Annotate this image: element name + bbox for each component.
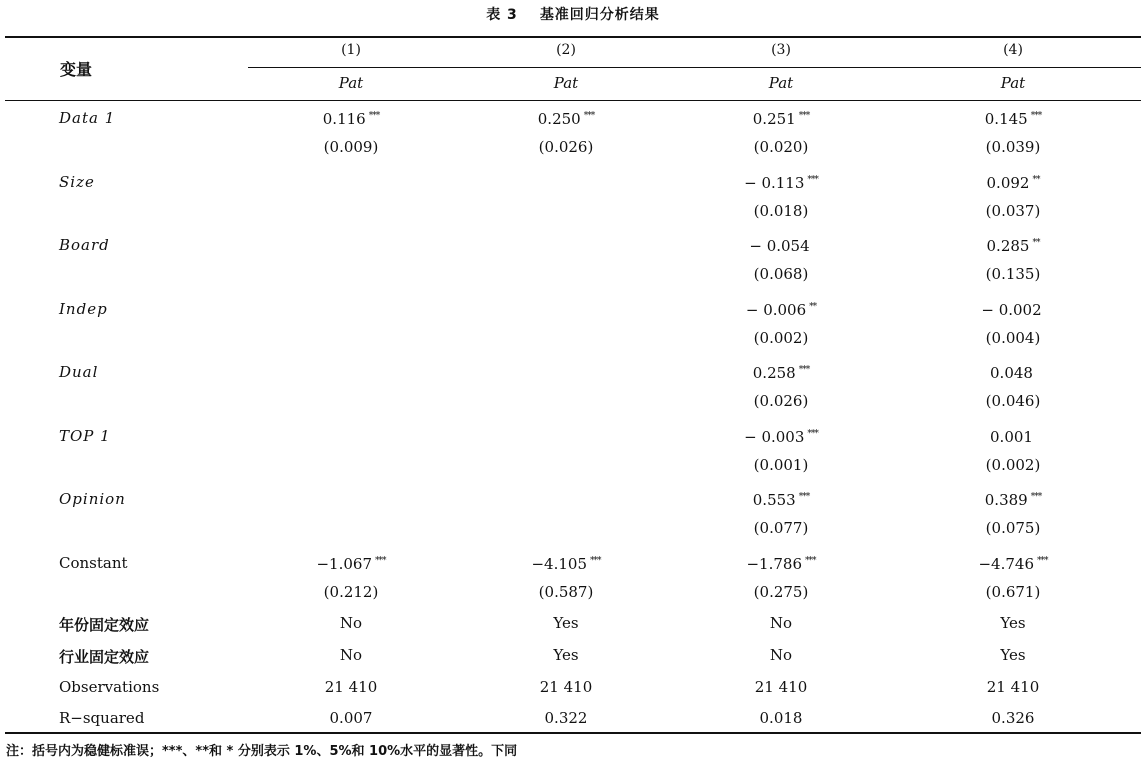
- column-number-4: (4): [1003, 42, 1023, 58]
- standard-error-cell: (0.671): [985, 582, 1041, 601]
- variable-name: Size: [59, 172, 95, 191]
- standard-error-cell: (0.275): [753, 582, 809, 601]
- coefficient-value: − 0.002: [981, 300, 1042, 319]
- r-squared-row-value: 0.018: [759, 709, 803, 727]
- year-fixed-effect-row-label: 年份固定效应: [59, 616, 150, 634]
- year-fixed-effect-row-value: Yes: [1000, 614, 1026, 632]
- significance-stars: ***: [798, 365, 810, 375]
- coefficient-value: −4.105: [531, 554, 587, 573]
- standard-error-cell: (0.037): [985, 201, 1041, 220]
- significance-stars: ***: [1037, 555, 1048, 566]
- coefficient-value: −1.786: [746, 554, 802, 573]
- industry-fixed-effect-row-value: Yes: [553, 646, 579, 664]
- table-footnote: 注：括号内为稳健标准误；***、**和 * 分别表示 1%、5%和 10%水平的显著性。下同: [6, 744, 518, 759]
- table-caption: [0, 4, 1146, 24]
- variable-name: Constant: [59, 553, 128, 572]
- table-number: 表 3: [486, 7, 518, 23]
- coefficient-value: − 0.054: [749, 237, 810, 255]
- coefficient-cell: [271, 425, 431, 446]
- significance-stars: ***: [807, 428, 818, 439]
- dependent-variable-2: Pat: [553, 74, 579, 92]
- standard-error-cell: (0.046): [985, 392, 1041, 410]
- significance-stars: ***: [798, 492, 810, 502]
- variable-column-header: 变量: [60, 60, 93, 79]
- coefficient-cell: [271, 298, 431, 319]
- standard-error-cell: (0.002): [753, 328, 809, 347]
- variable-name: Dual: [59, 363, 99, 381]
- bottom-rule: [5, 732, 1141, 734]
- standard-error-cell: (0.039): [985, 138, 1041, 156]
- coefficient-value: 0.116: [322, 110, 366, 128]
- header-rule: [5, 100, 1141, 101]
- coefficient-value: − 0.003: [744, 427, 805, 446]
- year-fixed-effect-row-value: No: [339, 614, 363, 632]
- industry-fixed-effect-row-value: No: [769, 646, 793, 664]
- standard-error-cell: (0.212): [323, 582, 379, 601]
- variable-name: Board: [59, 236, 110, 254]
- significance-stars: **: [1032, 238, 1040, 248]
- standard-error-cell: (0.587): [538, 582, 594, 601]
- industry-fixed-effect-row-value: No: [339, 646, 363, 664]
- coefficient-cell: [701, 488, 861, 509]
- coefficient-cell: [933, 234, 1093, 255]
- coefficient-cell: [486, 552, 646, 573]
- coefficient-value: − 0.006: [745, 300, 807, 319]
- coefficient-value: 0.553: [752, 491, 796, 509]
- significance-stars: ***: [583, 111, 595, 121]
- coefficient-value: −4.746: [978, 554, 1034, 573]
- variable-name: Indep: [59, 299, 108, 318]
- coefficient-value: 0.251: [752, 110, 796, 128]
- coefficient-cell: [701, 234, 861, 255]
- significance-stars: **: [1032, 174, 1040, 185]
- significance-stars: ***: [375, 555, 386, 566]
- standard-error-cell: (0.002): [985, 455, 1041, 474]
- variable-name: TOP 1: [59, 426, 111, 445]
- coefficient-value: 0.389: [984, 491, 1028, 509]
- coefficient-cell: [486, 234, 646, 255]
- dependent-variable-4: Pat: [1000, 74, 1026, 92]
- significance-stars: ***: [807, 174, 818, 185]
- coefficient-value: −1.067: [316, 554, 372, 573]
- coefficient-cell: [933, 298, 1093, 319]
- coefficient-cell: [486, 425, 646, 446]
- industry-fixed-effect-row-value: Yes: [1000, 646, 1026, 664]
- standard-error-cell: (0.026): [753, 392, 809, 410]
- coefficient-cell: [271, 552, 431, 573]
- column-number-3: (3): [771, 42, 791, 58]
- observations-row-value: 21 410: [754, 678, 808, 696]
- coefficient-value: 0.001: [990, 427, 1033, 446]
- r-squared-row-value: 0.326: [991, 709, 1035, 727]
- coefficient-cell: [933, 488, 1093, 509]
- dependent-variable-3: Pat: [768, 74, 794, 92]
- coefficient-cell: [933, 425, 1093, 446]
- observations-row-value: 21 410: [986, 678, 1040, 696]
- observations-row-value: 21 410: [324, 678, 378, 696]
- coefficient-value: 0.048: [990, 364, 1033, 382]
- coefficient-value: − 0.113: [744, 173, 805, 192]
- significance-stars: ***: [368, 111, 380, 121]
- coefficient-value: 0.250: [537, 110, 581, 128]
- significance-stars: ***: [1030, 492, 1042, 502]
- coefficient-cell: [486, 361, 646, 382]
- coefficient-cell: [271, 361, 431, 382]
- standard-error-cell: (0.018): [753, 201, 809, 220]
- coefficient-cell: [271, 107, 431, 128]
- coefficient-cell: [486, 298, 646, 319]
- coefficient-cell: [486, 488, 646, 509]
- variable-name: Opinion: [59, 490, 126, 508]
- coefficient-value: 0.092: [986, 173, 1030, 192]
- column-number-1: (1): [341, 42, 361, 58]
- significance-stars: ***: [798, 111, 810, 121]
- coefficient-cell: [486, 107, 646, 128]
- column-number-2: (2): [556, 42, 576, 58]
- coefficient-cell: [701, 361, 861, 382]
- coefficient-value: 0.145: [984, 110, 1028, 128]
- coefficient-cell: [271, 234, 431, 255]
- header-sub-rule: [248, 67, 1141, 68]
- coefficient-cell: [701, 552, 861, 573]
- coefficient-cell: [701, 171, 861, 192]
- coefficient-value: 0.285: [986, 237, 1030, 255]
- coefficient-cell: [933, 171, 1093, 192]
- coefficient-cell: [271, 488, 431, 509]
- standard-error-cell: (0.020): [753, 138, 809, 156]
- standard-error-cell: (0.075): [985, 519, 1041, 537]
- coefficient-cell: [701, 298, 861, 319]
- observations-row-label: Observations: [59, 678, 160, 696]
- industry-fixed-effect-row-label: 行业固定效应: [59, 648, 150, 666]
- dependent-variable-1: Pat: [338, 74, 364, 92]
- coefficient-cell: [701, 425, 861, 446]
- standard-error-cell: (0.004): [985, 328, 1041, 347]
- variable-name: Data 1: [59, 109, 116, 127]
- standard-error-cell: (0.068): [753, 265, 809, 283]
- standard-error-cell: (0.001): [753, 455, 809, 474]
- coefficient-cell: [933, 552, 1093, 573]
- significance-stars: ***: [590, 555, 601, 566]
- year-fixed-effect-row-value: No: [769, 614, 793, 632]
- top-rule: [5, 36, 1141, 38]
- significance-stars: **: [809, 301, 817, 312]
- observations-row-value: 21 410: [539, 678, 593, 696]
- r-squared-row-value: 0.322: [544, 709, 588, 727]
- table-title: 基准回归分析结果: [539, 7, 660, 23]
- coefficient-cell: [933, 361, 1093, 382]
- standard-error-cell: (0.077): [753, 519, 809, 537]
- standard-error-cell: (0.009): [323, 138, 379, 156]
- coefficient-value: 0.258: [752, 364, 796, 382]
- coefficient-cell: [933, 107, 1093, 128]
- standard-error-cell: (0.135): [985, 265, 1041, 283]
- significance-stars: ***: [1030, 111, 1042, 121]
- coefficient-cell: [271, 171, 431, 192]
- coefficient-cell: [486, 171, 646, 192]
- significance-stars: ***: [805, 555, 816, 566]
- r-squared-row-value: 0.007: [329, 709, 373, 727]
- r-squared-row-label: R−squared: [59, 709, 145, 727]
- standard-error-cell: (0.026): [538, 138, 594, 156]
- coefficient-cell: [701, 107, 861, 128]
- year-fixed-effect-row-value: Yes: [553, 614, 579, 632]
